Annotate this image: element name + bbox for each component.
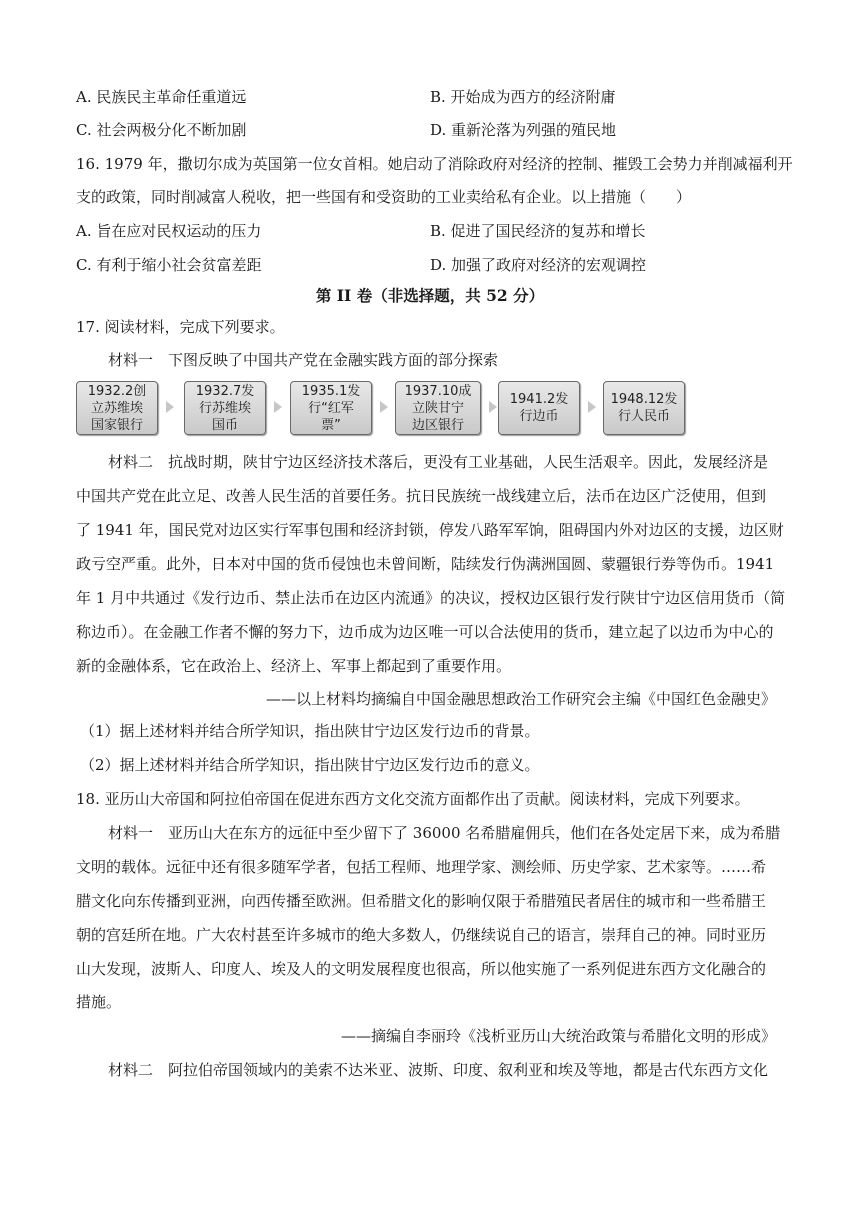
q18-material2-line: 材料二 阿拉伯帝国领域内的美索不达米亚、波斯、印度、叙利亚和埃及等地，都是古代东西方文化 [108,1061,769,1079]
section-title: 第 II 卷（非选择题，共 52 分） [315,286,545,305]
q17-material2-line: 材料二 抗战时期，陕甘宁边区经济技术落后，更没有工业基础，人民生活艰辛。因此，发展经济是 [108,453,769,471]
q17-material2-line: 新的金融体系，它在政治上、经济上、军事上都起到了重要作用。 [76,657,512,675]
q17-material2-line: 称边币）。在金融工作者不懈的努力下，边币成为边区唯一可以合法使用的货币，建立起了以边币为中心的 [76,623,774,641]
q18-material1-line: 山大发现，波斯人、印度人、埃及人的文明发展程度也很高，所以他实施了一系列促进东西方文化融合的 [76,960,767,978]
timeline-box-4: 1937.10成 立陕甘宁 边区银行 [395,381,481,435]
q16-stem-line1: 16. 1979 年，撒切尔成为英国第一位女首相。她启动了消除政府对经济的控制、摧毁工会势力并削减福利开 [76,155,793,173]
timeline-arrow-icon [274,401,282,413]
q17-intro: 17. 阅读材料，完成下列要求。 [76,318,285,336]
timeline-arrow-icon [489,401,497,413]
q15-option-c: C. 社会两极分化不断加剧 [76,121,247,139]
q16-option-d: D. 加强了政府对经济的宏观调控 [430,256,647,274]
timeline-box-5: 1941.2发 行边币 [498,381,580,435]
timeline-box-3: 1935.1发 行“红军 票” [290,381,372,435]
q17-source-citation: ——以上材料均摘编自中国金融思想政治工作研究会主编《中国红色金融史》 [265,690,776,708]
q17-material2-line: 政亏空严重。此外，日本对中国的货币侵蚀也未曾间断，陆续发行伪满洲国圆、蒙疆银行券等伪币。1941 [76,555,775,573]
timeline-box-1: 1932.2创 立苏维埃 国家银行 [76,381,158,435]
timeline-box-2: 1932.7发 行苏维埃 国币 [184,381,266,435]
q15-option-a: A. 民族民主革命任重道远 [76,88,247,106]
q17-material2-line: 年 1 月中共通过《发行边币、禁止法币在边区内流通》的决议，授权边区银行发行陕甘宁边区信用货币（简 [76,589,786,607]
timeline-arrow-icon [166,401,174,413]
q15-option-b: B. 开始成为西方的经济附庸 [430,88,616,106]
q18-material1-line: 朝的宫廷所在地。广大农村甚至许多城市的绝大多数人，仍继续说自己的语言，崇拜自己的神。同时亚历 [76,926,767,944]
q18-intro: 18. 亚历山大帝国和阿拉伯帝国在促进东西方文化交流方面都作出了贡献。阅读材料，完成下列要求。 [76,790,750,808]
timeline-arrow-icon [588,401,596,413]
timeline-box-6: 1948.12发 行人民币 [603,381,685,435]
q18-material1-line: 文明的载体。远征中还有很多随军学者，包括工程师、地理学家、测绘师、历史学家、艺术家等。……希 [76,858,767,876]
q16-option-c: C. 有利于缩小社会贫富差距 [76,256,262,274]
finance-timeline-diagram [76,381,686,439]
q18-material1-line: 措施。 [76,993,122,1011]
q17-sub-question-1: （1）据上述材料并结合所学知识，指出陕甘宁边区发行边币的背景。 [80,722,540,740]
q17-material2-line: 了 1941 年，国民党对边区实行军事包围和经济封锁，停发八路军军饷，阻碍国内外对边区的支援，边区财 [76,521,784,539]
q18-material1-line: 材料一 亚历山大在东方的远征中至少留下了 36000 名希腊雇佣兵，他们在各处定居下来，成为希腊 [108,824,781,842]
q17-material1-label: 材料一 下图反映了中国共产党在金融实践方面的部分探索 [108,351,499,369]
q18-source-citation: ——摘编自李丽玲《浅析亚历山大统治政策与希腊化文明的形成》 [340,1027,776,1045]
q16-option-a: A. 旨在应对民权运动的压力 [76,222,262,240]
q17-sub-question-2: （2）据上述材料并结合所学知识，指出陕甘宁边区发行边币的意义。 [80,756,540,774]
q17-material2-line: 中国共产党在此立足、改善人民生活的首要任务。抗日民族统一战线建立后，法币在边区广泛使用，但到 [76,487,767,505]
q15-option-d: D. 重新沦落为列强的殖民地 [430,121,617,139]
q16-option-b: B. 促进了国民经济的复苏和增长 [430,222,646,240]
q16-stem-line2: 支的政策，同时削减富人税收，把一些国有和受资助的工业卖给私有企业。以上措施（ ） [76,188,692,206]
timeline-arrow-icon [380,401,388,413]
q18-material1-line: 腊文化向东传播到亚洲，向西传播至欧洲。但希腊文化的影响仅限于希腊殖民者居住的城市和一些希腊王 [76,892,767,910]
